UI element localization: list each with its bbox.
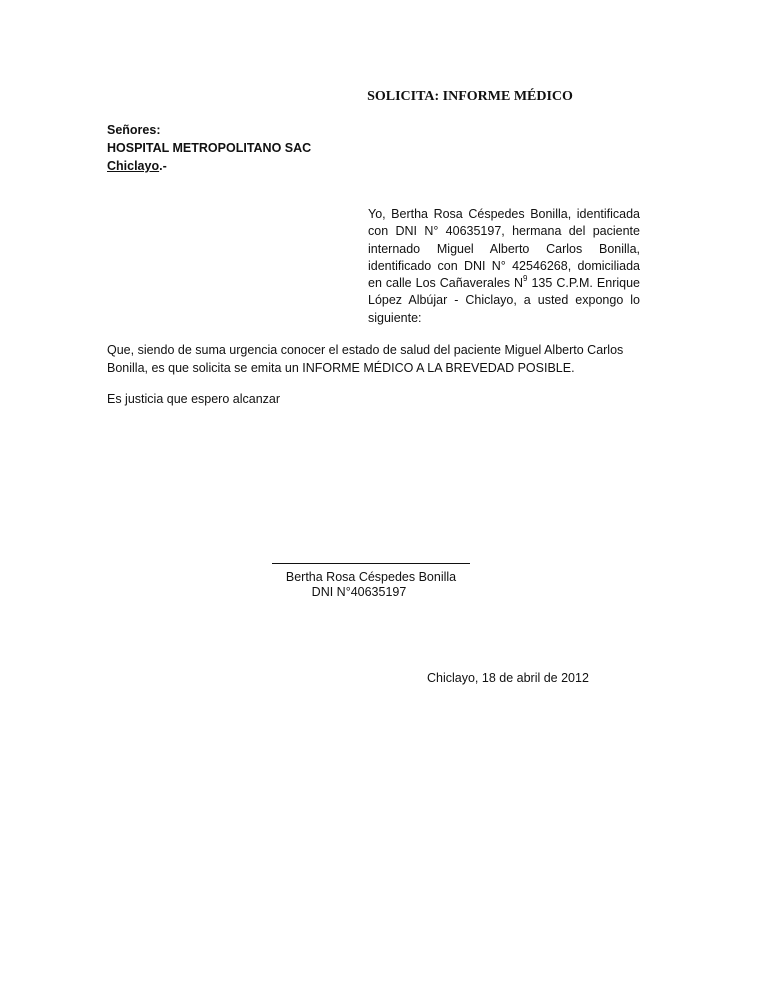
closing-line: Es justicia que espero alcanzar bbox=[107, 392, 281, 406]
city-line bbox=[107, 157, 311, 175]
request-line-1: Que, siendo de suma urgencia conocer el estado de salud del paciente Miguel Alberto Carlos bbox=[107, 343, 624, 357]
request-line-2: Bonilla, es que solicita se emita un INFORME MÉDICO A LA BREVEDAD POSIBLE. bbox=[107, 361, 575, 375]
intro-paragraph bbox=[368, 206, 640, 327]
intro-text-part2: 135 C.P.M. Enrique López Albújar - Chiclayo, a usted expongo lo siguiente: bbox=[368, 276, 640, 325]
salutation: Señores: bbox=[107, 123, 161, 137]
document-date: Chiclayo, 18 de abril de 2012 bbox=[427, 671, 589, 685]
intro-superscript: 9 bbox=[523, 274, 528, 284]
city-suffix: .- bbox=[159, 159, 167, 173]
signature-line bbox=[272, 563, 470, 564]
document-title: SOLICITA: INFORME MÉDICO bbox=[367, 89, 573, 104]
city-name: Chiclayo bbox=[107, 159, 160, 173]
intro-text-part1: Yo, Bertha Rosa Céspedes Bonilla, identificada con DNI N° 40635197, hermana del paciente internado Miguel Alberto Carlos Bonilla, identificado con DNI N° 42546268, domiciliada en calle Los Cañaverales N bbox=[368, 207, 640, 291]
institution-name: HOSPITAL METROPOLITANO SAC bbox=[107, 141, 312, 155]
request-paragraph bbox=[107, 341, 647, 377]
addressee-block bbox=[107, 121, 311, 175]
signatory-name: Bertha Rosa Céspedes Bonilla bbox=[285, 570, 457, 584]
signatory-dni: DNI N°40635197 bbox=[311, 585, 407, 599]
